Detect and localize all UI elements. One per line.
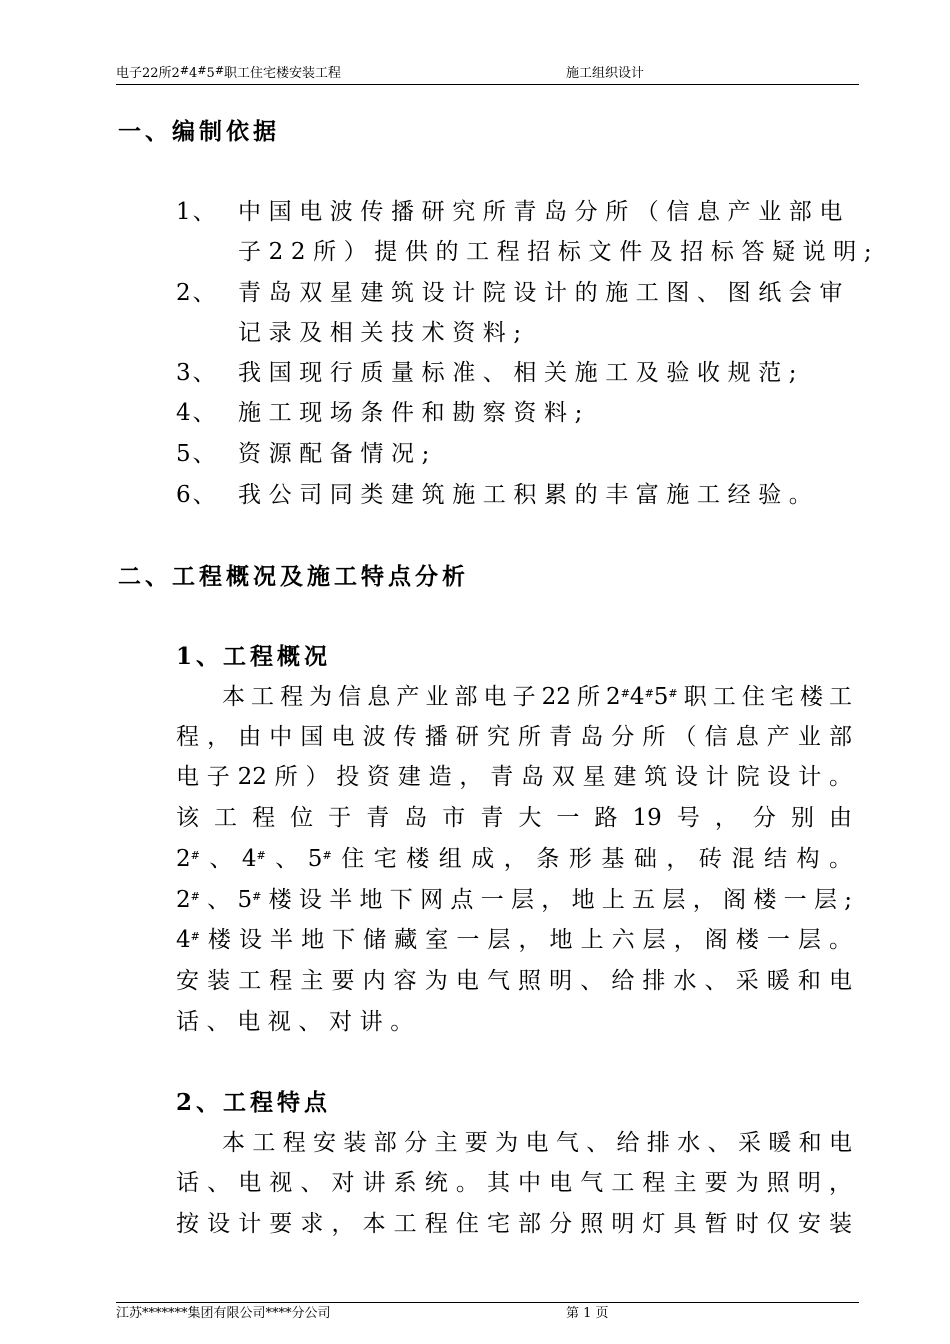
page-footer-left: 江苏*******集团有限公司****分公司	[116, 1306, 331, 1321]
paragraph-line: 话、电视、对讲。	[176, 1009, 421, 1035]
section1-title: 一、编制依据	[118, 118, 280, 145]
paragraph-line: 话、电视、对讲系统。其中电气工程主要为照明，	[176, 1170, 852, 1196]
paragraph-line: 2#、4#、5#住宅楼组成，条形基础，砖混结构。	[176, 846, 853, 872]
page-header-left: 电子22所2#4#5#职工住宅楼安装工程	[116, 64, 342, 81]
paragraph-line: 该工程位于青岛市青大一路19号，分别由	[176, 805, 852, 831]
subsection-title-overview: 1、工程概况	[176, 643, 332, 670]
list-item-cont: 子22所）提供的工程招标文件及招标答疑说明;	[238, 239, 880, 265]
header-rule	[116, 84, 859, 85]
paragraph-line: 按设计要求，本工程住宅部分照明灯具暂时仅安装	[176, 1211, 852, 1237]
paragraph-line: 本工程为信息产业部电子22所2#4#5#职工住宅楼工	[222, 684, 853, 710]
page-header-right: 施工组织设计	[566, 66, 645, 81]
paragraph-line: 本工程安装部分主要为电气、给排水、采暖和电	[222, 1130, 852, 1156]
list-item-cont: 记录及相关技术资料;	[238, 320, 529, 346]
page-number: 第 1 页	[566, 1306, 609, 1321]
paragraph-line: 电子22所）投资建造，青岛双星建筑设计院设计。	[176, 764, 852, 790]
paragraph-line: 4#楼设半地下储藏室一层，地上六层，阁楼一层。	[176, 927, 852, 953]
subsection-title-features: 2、工程特点	[176, 1089, 332, 1116]
section2-title: 二、工程概况及施工特点分析	[118, 563, 469, 590]
footer-rule	[116, 1302, 859, 1303]
paragraph-line: 程，由中国电波传播研究所青岛分所（信息产业部	[176, 724, 852, 750]
paragraph-line: 2#、5#楼设半地下网点一层，地上五层，阁楼一层;	[176, 887, 852, 913]
paragraph-line: 安装工程主要内容为电气照明、给排水、采暖和电	[176, 968, 852, 994]
